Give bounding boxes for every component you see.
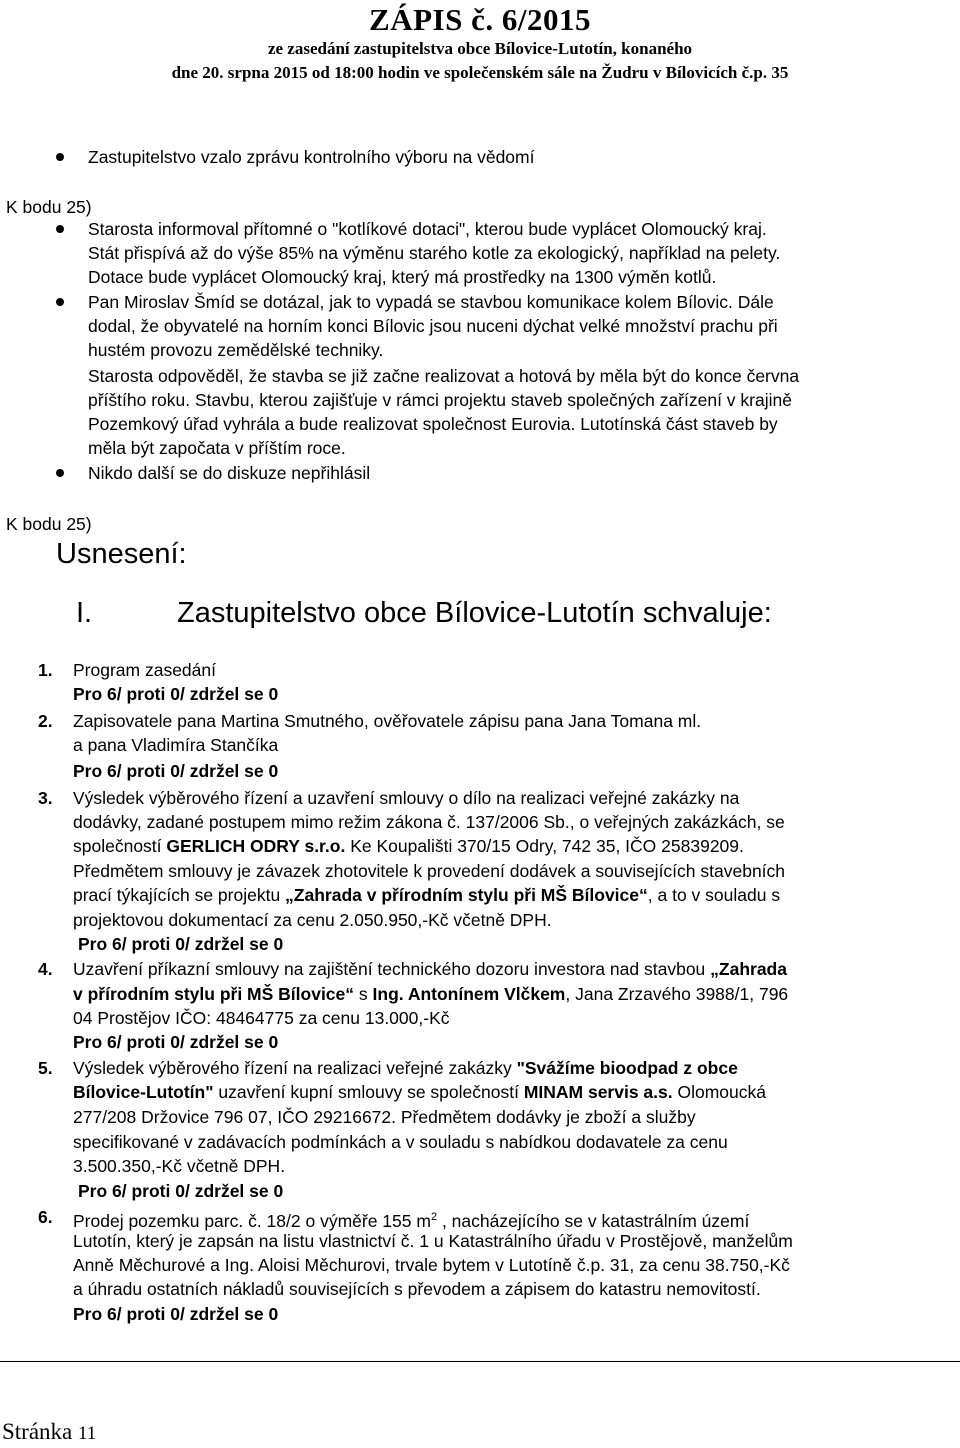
paragraph-line: Starosta informoval přítomné o "kotlíkové dotaci", kterou bude vyplácet Olomoucký kraj. <box>88 219 767 239</box>
item-text: projektovou dokumentací za cenu 2.050.950,-Kč včetně DPH. <box>73 910 552 930</box>
paragraph-line: měla být započata v příštím roce. <box>88 438 346 458</box>
resolution-title: Usnesení: <box>56 538 187 570</box>
item-number: 6. <box>38 1207 53 1227</box>
paragraph-line: Pozemkový úřad vyhrála a bude realizovat společnost Eurovia. Lutotínská část staveb by <box>88 414 778 434</box>
item-text: Výsledek výběrového řízení na realizaci veřejné zakázky "Svážíme bioodpad z obce <box>73 1058 738 1078</box>
bullet-icon <box>56 225 64 233</box>
item-number: 1. <box>38 660 53 680</box>
bullet-icon <box>56 153 64 161</box>
paragraph-line: hustém provozu zemědělské techniky. <box>88 340 384 360</box>
project-name: „Zahrada v přírodním stylu při MŠ Bílovice“ <box>285 885 648 905</box>
section-heading: K bodu 25) <box>6 197 92 217</box>
header-line-1: ze zasedání zastupitelstva obce Bílovice-Lutotín, konaného <box>267 39 693 58</box>
footer-divider <box>0 1361 960 1362</box>
bullet-text: Zastupitelstvo vzalo zprávu kontrolního výboru na vědomí <box>88 147 535 167</box>
item-number: 3. <box>38 788 53 808</box>
header-line-2: dne 20. srpna 2015 od 18:00 hodin ve společenském sále na Žudru v Bílovicích č.p. 35 <box>171 63 789 82</box>
paragraph-line: Stát přispívá až do výše 85% na výměnu starého kotle za ekologický, například na pelety. <box>88 243 781 263</box>
paragraph-line: Pan Miroslav Šmíd se dotázal, jak to vypadá se stavbou komunikace kolem Bílovic. Dále <box>88 292 774 312</box>
item-text: společností GERLICH ODRY s.r.o. Ke Koupališti 370/15 Odry, 742 35, IČO 25839209. <box>73 836 744 856</box>
item-text: prací týkajících se projektu „Zahrada v přírodním stylu při MŠ Bílovice“, a to v souladu s <box>73 885 781 905</box>
item-text: Bílovice-Lutotín" uzavření kupní smlouvy se společností MINAM servis a.s. Olomoucká <box>73 1082 766 1102</box>
item-text: dodávky, zadané postupem mimo režim zákona č. 137/2006 Sb., o veřejných zakázkách, se <box>73 812 785 832</box>
vote-result: Pro 6/ proti 0/ zdržel se 0 <box>73 761 279 781</box>
vote-result: Pro 6/ proti 0/ zdržel se 0 <box>73 1304 279 1324</box>
item-text: 277/208 Držovice 796 07, IČO 29216672. Předmětem dodávky je zboží a služby <box>73 1107 696 1127</box>
item-text: Uzavření příkazní smlouvy na zajištění technického dozoru investora nad stavbou „Zahrada <box>73 959 787 979</box>
vote-result: Pro 6/ proti 0/ zdržel se 0 <box>78 1181 284 1201</box>
item-text: 3.500.350,-Kč včetně DPH. <box>73 1156 286 1176</box>
document-title: ZÁPIS č. 6/2015 <box>369 2 591 37</box>
item-text: 04 Prostějov IČO: 48464775 za cenu 13.000,-Kč <box>73 1008 450 1028</box>
page-footer <box>2 1418 96 1448</box>
item-text: Lutotín, který je zapsán na listu vlastnictví č. 1 u Katastrálního úřadu v Prostějově, manželům <box>73 1231 793 1251</box>
item-text: Předmětem smlouvy je závazek zhotovitele k provedení dodávek a souvisejících stavebních <box>73 861 786 881</box>
paragraph-line: Dotace bude vyplácet Olomoucký kraj, který má prostředky na 1300 výměn kotlů. <box>88 267 717 287</box>
item-number: 2. <box>38 711 53 731</box>
item-text: Program zasedání <box>73 660 216 680</box>
item-text: Výsledek výběrového řízení a uzavření smlouvy o dílo na realizaci veřejné zakázky na <box>73 788 740 808</box>
bullet-icon <box>56 469 64 477</box>
section-heading: K bodu 25) <box>6 514 92 534</box>
vote-result: Pro 6/ proti 0/ zdržel se 0 <box>73 684 279 704</box>
item-number: 4. <box>38 959 53 979</box>
item-number: 5. <box>38 1058 53 1078</box>
page-label: Stránka <box>2 1419 73 1444</box>
item-text: v přírodním stylu při MŠ Bílovice“ s Ing. Antonínem Vlčkem, Jana Zrzavého 3988/1, 796 <box>73 984 789 1004</box>
bullet-icon <box>56 298 64 306</box>
item-text: specifikované v zadávacích podmínkách a v souladu s nabídkou dodavatele za cenu <box>73 1132 728 1152</box>
vote-result: Pro 6/ proti 0/ zdržel se 0 <box>73 1032 279 1052</box>
page-number: 11 <box>78 1423 97 1444</box>
vote-result: Pro 6/ proti 0/ zdržel se 0 <box>78 934 284 954</box>
paragraph-line: Nikdo další se do diskuze nepřihlásil <box>88 463 371 483</box>
item-text: a pana Vladimíra Stančíka <box>73 735 279 755</box>
roman-numeral: I. <box>76 597 93 629</box>
item-text: Zapisovatele pana Martina Smutného, ověřovatele zápisu pana Jana Tomana ml. <box>73 711 702 731</box>
company-name: GERLICH ODRY s.r.o. <box>166 836 346 856</box>
item-text: Prodej pozemku parc. č. 18/2 o výměře 155 $m^2$ , nacházejícího se v katastrálním území <box>73 1211 750 1231</box>
item-text: Anně Měchurové a Ing. Aloisi Měchurovi, trvale bytem v Lutotíně č.p. 31, za cenu 38.750,-Kč <box>73 1255 790 1275</box>
item-text: a úhradu ostatních nákladů souvisejících s převodem a zápisem do katastru nemovitostí. <box>73 1279 761 1299</box>
approves-heading: Zastupitelstvo obce Bílovice-Lutotín schvaluje: <box>177 597 772 629</box>
paragraph-line: Starosta odpověděl, že stavba se již začne realizovat a hotová by měla být do konce června <box>88 366 800 386</box>
paragraph-line: dodal, že obyvatelé na horním konci Bílovic jsou nuceni dýchat velké množství prachu při <box>88 316 778 336</box>
paragraph-line: příštího roku. Stavbu, kterou zajišťuje v rámci projektu staveb společných zařízení v krajině <box>88 390 792 410</box>
